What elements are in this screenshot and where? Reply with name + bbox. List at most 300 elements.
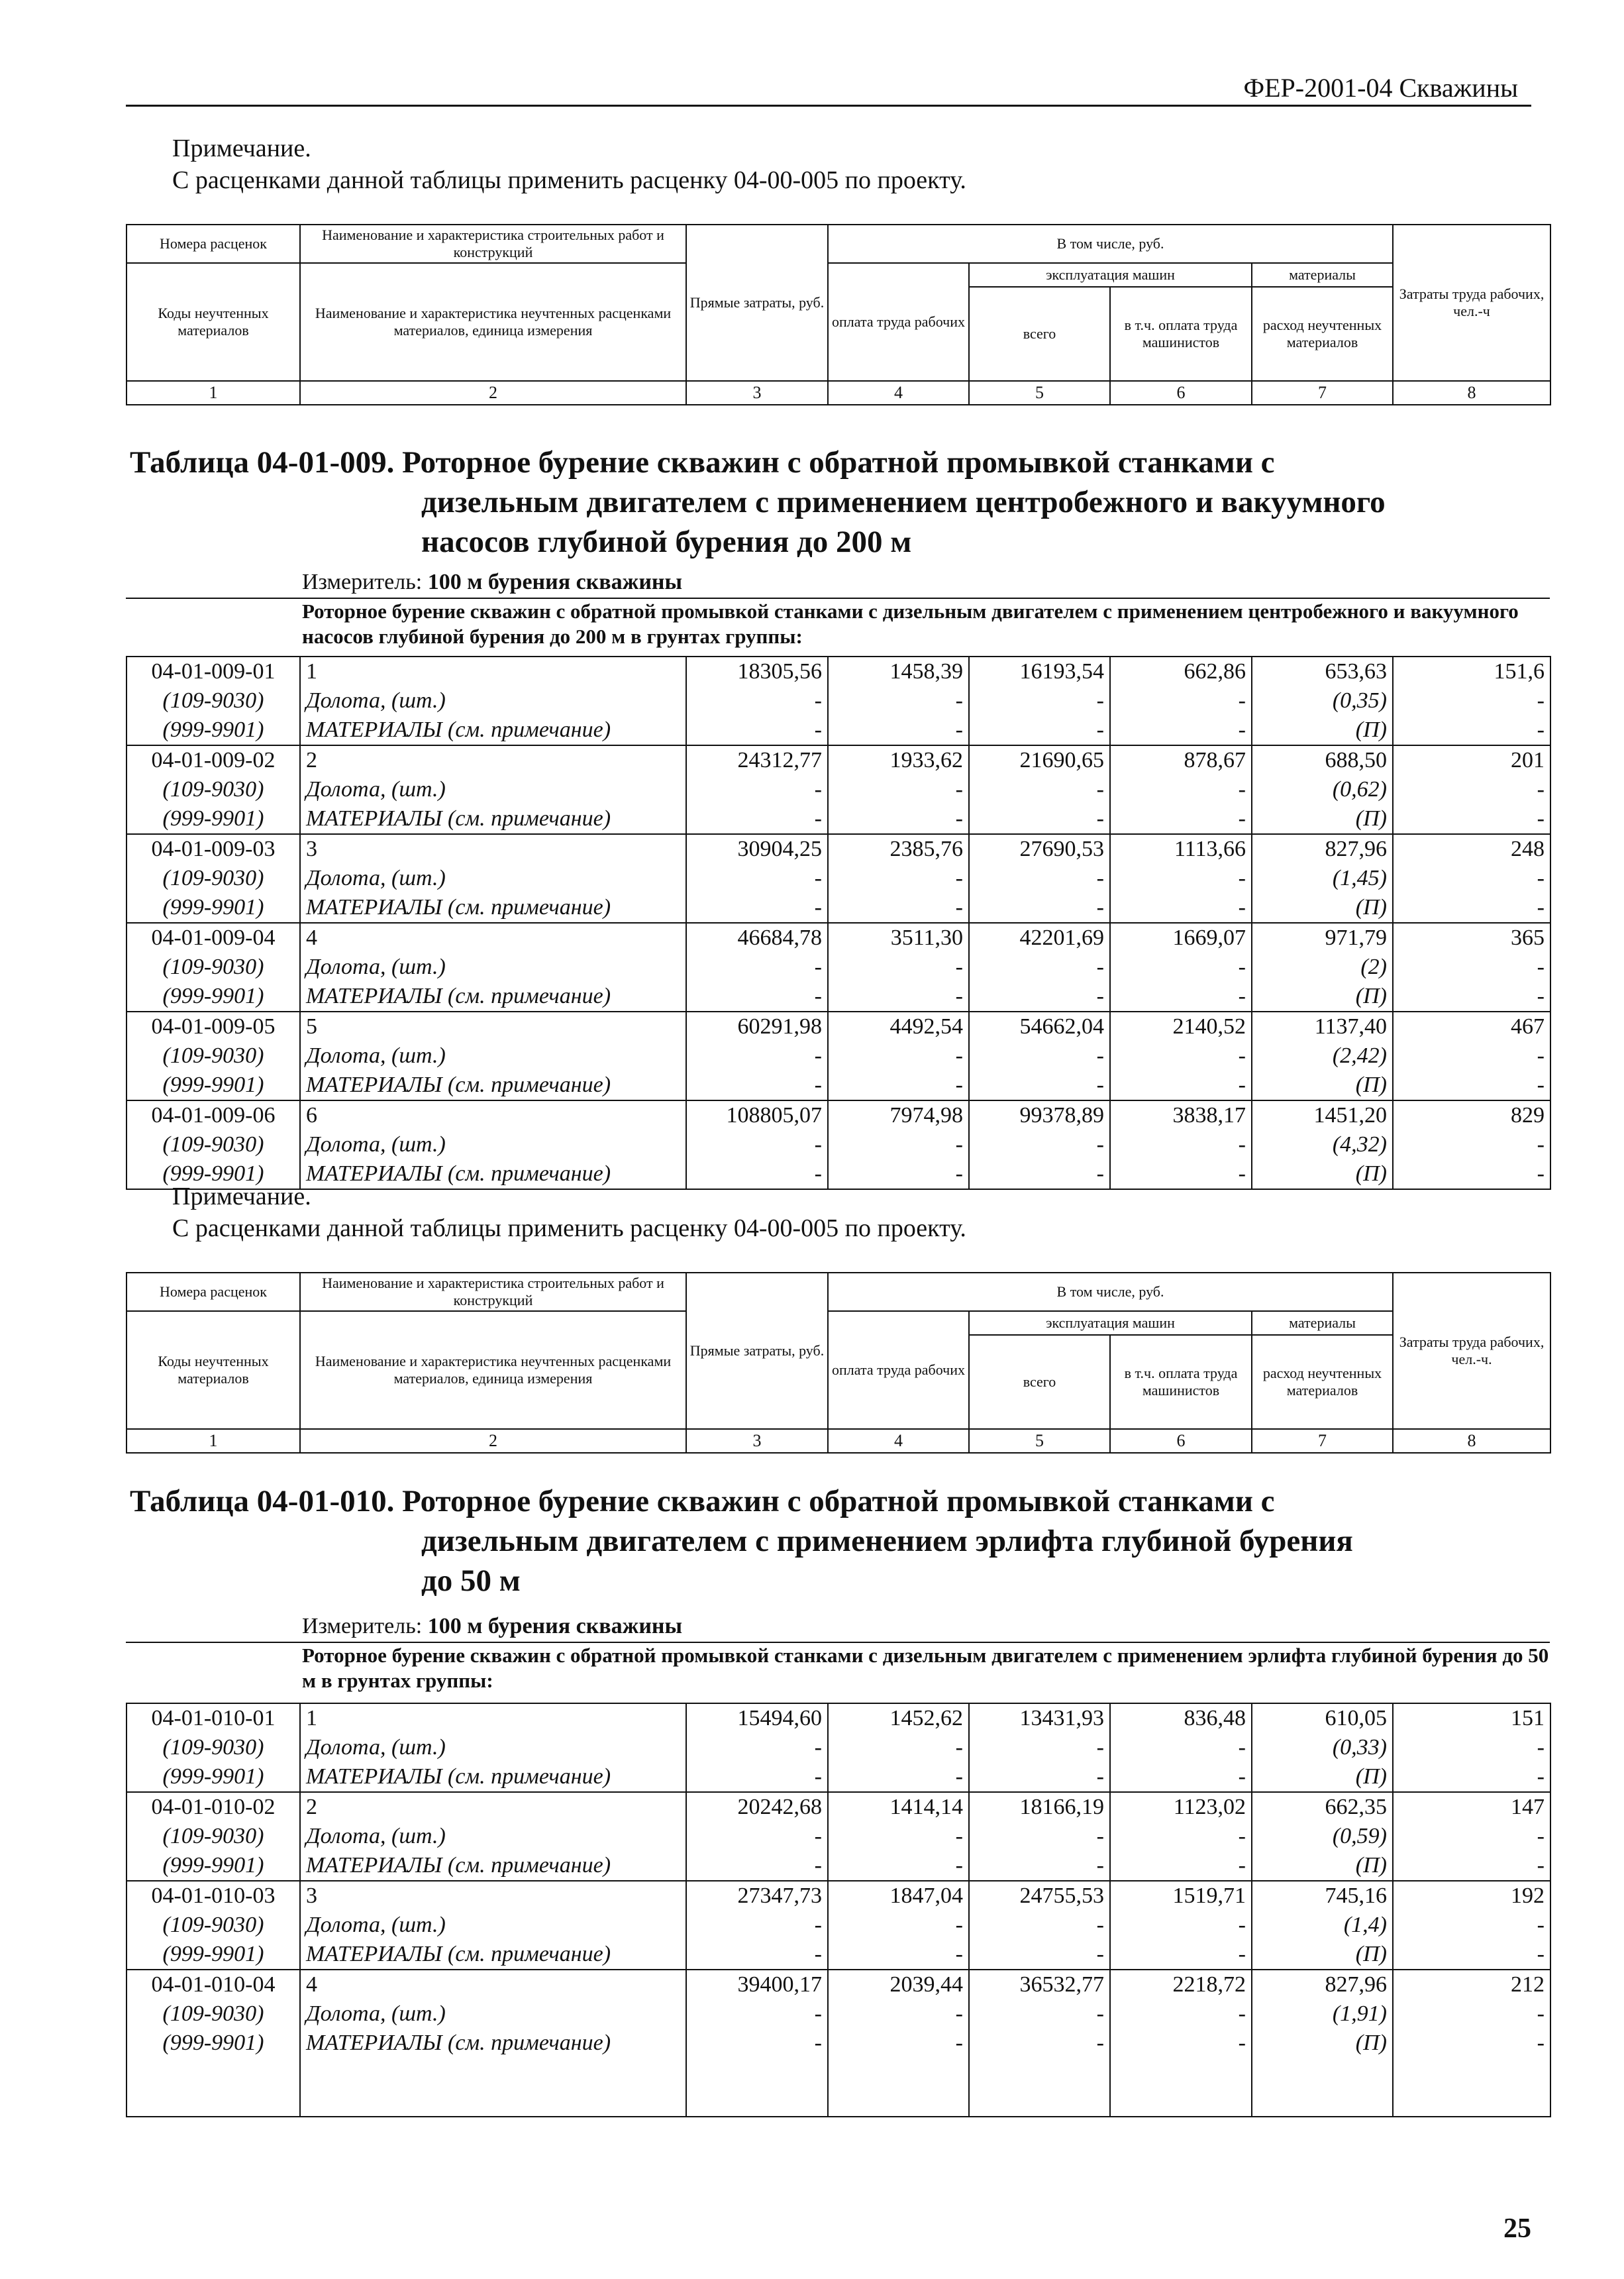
- header-rate-numbers: Номера расценок: [127, 225, 300, 263]
- dash-cell: -: [686, 1851, 828, 1881]
- dash-cell: -: [969, 1822, 1110, 1851]
- dash-cell: -: [686, 1762, 828, 1792]
- table-title-line: насосов глубиной бурения до 200 м: [421, 525, 912, 559]
- material-qty: (2): [1252, 953, 1393, 982]
- dash-cell: -: [1110, 804, 1252, 834]
- header-codes: Коды неучтенных материалов: [127, 263, 300, 381]
- material-name: Долота, (шт.): [300, 953, 686, 982]
- dash-cell: -: [1110, 2029, 1252, 2058]
- material-code: (999-9901): [127, 1159, 300, 1189]
- dash-cell: -: [686, 1940, 828, 1970]
- column-header-table-2: [126, 1272, 1551, 1454]
- dash-cell: -: [969, 893, 1110, 923]
- dash-cell: -: [1110, 1940, 1252, 1970]
- machinists-wages: 1519,71: [1110, 1881, 1252, 1911]
- dash-cell: -: [828, 1041, 969, 1071]
- work-name: 4: [300, 923, 686, 953]
- direct-costs: 60291,98: [686, 1012, 828, 1041]
- material-qty: (П): [1252, 1159, 1393, 1189]
- dash-cell: -: [969, 716, 1110, 745]
- wages: 1458,39: [828, 657, 969, 686]
- dash-cell: -: [969, 1041, 1110, 1071]
- col-index: 7: [1252, 381, 1393, 405]
- subtitle-text: Роторное бурение скважин с обратной промывкой станками с дизельным двигателем с применением центробежного и вакуумного насосов глубиной бурения до 200 м в грунтах группы:: [302, 600, 1519, 648]
- header-direct-costs: Прямые затраты, руб.: [686, 225, 828, 381]
- dash-cell: -: [969, 1851, 1110, 1881]
- col-index: 3: [686, 1429, 828, 1453]
- material-name: МАТЕРИАЛЫ (см. примечание): [300, 1762, 686, 1792]
- table-title-1: [130, 443, 1547, 562]
- dash-cell: -: [1110, 1130, 1252, 1159]
- dash-cell: -: [1393, 982, 1550, 1012]
- blank-cell: [828, 2058, 969, 2087]
- dash-cell: -: [686, 864, 828, 893]
- header-consumption: расход неучтенных материалов: [1252, 287, 1393, 381]
- table-title-line: дизельным двигателем с применением эрлифта глубиной бурения: [421, 1524, 1353, 1558]
- material-code: (999-9901): [127, 716, 300, 745]
- dash-cell: -: [1393, 1041, 1550, 1071]
- table-row: [127, 1940, 1550, 1970]
- material-qty: (1,91): [1252, 1999, 1393, 2029]
- work-name: 2: [300, 745, 686, 775]
- dash-cell: -: [1393, 1130, 1550, 1159]
- direct-costs: 15494,60: [686, 1703, 828, 1733]
- labor-costs: 151,6: [1393, 657, 1550, 686]
- dash-cell: -: [1393, 1159, 1550, 1189]
- meter-1: [302, 570, 682, 595]
- labor-costs: 147: [1393, 1792, 1550, 1822]
- direct-costs: 24312,77: [686, 745, 828, 775]
- table-row: [127, 1041, 1550, 1071]
- blank-cell: [1393, 2058, 1550, 2087]
- labor-costs: 151: [1393, 1703, 1550, 1733]
- col-index: 4: [828, 1429, 969, 1453]
- material-code: (109-9030): [127, 1733, 300, 1762]
- table-row: [127, 1911, 1550, 1940]
- material-qty: (2,42): [1252, 1041, 1393, 1071]
- dash-cell: -: [1110, 1999, 1252, 2029]
- dash-cell: -: [1393, 1999, 1550, 2029]
- machines-total: 24755,53: [969, 1881, 1110, 1911]
- dash-cell: -: [828, 893, 969, 923]
- rate-code: 04-01-009-06: [127, 1100, 300, 1130]
- header-name-char: Наименование и характеристика строительных работ и конструкций: [300, 1273, 686, 1311]
- machines-total: 13431,93: [969, 1703, 1110, 1733]
- material-name: МАТЕРИАЛЫ (см. примечание): [300, 1940, 686, 1970]
- header-index-row: [127, 1429, 1550, 1453]
- wages: 2039,44: [828, 1970, 969, 1999]
- materials: 827,96: [1252, 834, 1393, 864]
- dash-cell: -: [686, 1159, 828, 1189]
- dash-cell: -: [969, 804, 1110, 834]
- material-qty: (4,32): [1252, 1130, 1393, 1159]
- dash-cell: -: [828, 1911, 969, 1940]
- labor-costs: 248: [1393, 834, 1550, 864]
- dash-cell: -: [828, 1940, 969, 1970]
- meter-label: Измеритель:: [302, 570, 423, 594]
- material-qty: (0,35): [1252, 686, 1393, 716]
- work-name: 1: [300, 657, 686, 686]
- col-index: 2: [300, 1429, 686, 1453]
- material-code: (999-9901): [127, 1071, 300, 1100]
- table-row: [127, 1703, 1550, 1733]
- dash-cell: -: [969, 686, 1110, 716]
- dash-cell: -: [1393, 1911, 1550, 1940]
- table-subtitle-2: [126, 1642, 1550, 1693]
- material-code: (109-9030): [127, 864, 300, 893]
- machines-total: 16193,54: [969, 657, 1110, 686]
- col-index: 8: [1393, 381, 1550, 405]
- dash-cell: -: [828, 804, 969, 834]
- table-row: [127, 1071, 1550, 1100]
- header-machines: эксплуатация машин: [969, 263, 1252, 287]
- dash-cell: -: [1393, 1733, 1550, 1762]
- header-codes: Коды неучтенных материалов: [127, 1311, 300, 1429]
- header-index-row: [127, 381, 1550, 405]
- direct-costs: 20242,68: [686, 1792, 828, 1822]
- dash-cell: -: [1110, 716, 1252, 745]
- note-title: Примечание.: [172, 1183, 311, 1210]
- dash-cell: -: [1110, 982, 1252, 1012]
- machines-total: 42201,69: [969, 923, 1110, 953]
- col-index: 3: [686, 381, 828, 405]
- material-name: Долота, (шт.): [300, 775, 686, 804]
- labor-costs: 467: [1393, 1012, 1550, 1041]
- material-name: Долота, (шт.): [300, 686, 686, 716]
- dash-cell: -: [686, 893, 828, 923]
- material-name: Долота, (шт.): [300, 1911, 686, 1940]
- meter-2: [302, 1614, 682, 1639]
- subtitle-text: Роторное бурение скважин с обратной промывкой станками с дизельным двигателем с применением эрлифта глубиной бурения до 50 м в грунтах группы:: [302, 1644, 1549, 1692]
- dash-cell: -: [1110, 1159, 1252, 1189]
- material-qty: (0,59): [1252, 1822, 1393, 1851]
- dash-cell: -: [1110, 686, 1252, 716]
- note-title: Примечание.: [172, 134, 311, 162]
- materials: 1137,40: [1252, 1012, 1393, 1041]
- dash-cell: -: [1110, 1071, 1252, 1100]
- table-row: [127, 1851, 1550, 1881]
- table-title-2: [130, 1481, 1547, 1601]
- rate-code: 04-01-009-02: [127, 745, 300, 775]
- col-index: 1: [127, 1429, 300, 1453]
- header-machines: эксплуатация машин: [969, 1311, 1252, 1335]
- table-row: [127, 745, 1550, 775]
- table-row: [127, 686, 1550, 716]
- material-name: МАТЕРИАЛЫ (см. примечание): [300, 716, 686, 745]
- rate-code: 04-01-009-05: [127, 1012, 300, 1041]
- material-code: (999-9901): [127, 1851, 300, 1881]
- dash-cell: -: [686, 2029, 828, 2058]
- dash-cell: -: [828, 1822, 969, 1851]
- dash-cell: -: [828, 1159, 969, 1189]
- table-row: [127, 893, 1550, 923]
- material-code: (109-9030): [127, 1822, 300, 1851]
- table-row: [127, 1733, 1550, 1762]
- material-qty: (П): [1252, 982, 1393, 1012]
- dash-cell: -: [686, 716, 828, 745]
- dash-cell: -: [1393, 775, 1550, 804]
- header-incl-machinists: в т.ч. оплата труда машинистов: [1110, 287, 1252, 381]
- material-code: (109-9030): [127, 953, 300, 982]
- material-qty: (0,62): [1252, 775, 1393, 804]
- direct-costs: 39400,17: [686, 1970, 828, 1999]
- materials: 1451,20: [1252, 1100, 1393, 1130]
- wages: 1414,14: [828, 1792, 969, 1822]
- dash-cell: -: [828, 982, 969, 1012]
- material-code: (999-9901): [127, 1940, 300, 1970]
- table-title-line: до 50 м: [421, 1564, 521, 1598]
- dash-cell: -: [828, 953, 969, 982]
- dash-cell: -: [969, 1130, 1110, 1159]
- table-row: [127, 923, 1550, 953]
- dash-cell: -: [686, 1822, 828, 1851]
- table-row: [127, 804, 1550, 834]
- machinists-wages: 1113,66: [1110, 834, 1252, 864]
- material-qty: (П): [1252, 1851, 1393, 1881]
- dash-cell: -: [828, 1851, 969, 1881]
- dash-cell: -: [1393, 1940, 1550, 1970]
- blank-cell: [127, 2058, 300, 2087]
- dash-cell: -: [1110, 1733, 1252, 1762]
- table-row: [127, 657, 1550, 686]
- table-row: [127, 1100, 1550, 1130]
- machinists-wages: 1669,07: [1110, 923, 1252, 953]
- dash-cell: -: [1393, 1071, 1550, 1100]
- direct-costs: 108805,07: [686, 1100, 828, 1130]
- dash-cell: -: [969, 1999, 1110, 2029]
- material-name: Долота, (шт.): [300, 1733, 686, 1762]
- dash-cell: -: [969, 982, 1110, 1012]
- dash-cell: -: [686, 982, 828, 1012]
- table-row: [127, 1822, 1550, 1851]
- dash-cell: -: [969, 2029, 1110, 2058]
- dash-cell: -: [1110, 864, 1252, 893]
- col-index: 2: [300, 381, 686, 405]
- material-name: МАТЕРИАЛЫ (см. примечание): [300, 1851, 686, 1881]
- note-text: С расценками данной таблицы применить расценку 04-00-005 по проекту.: [172, 166, 966, 194]
- wages: 7974,98: [828, 1100, 969, 1130]
- direct-costs: 30904,25: [686, 834, 828, 864]
- machines-total: 27690,53: [969, 834, 1110, 864]
- table-row: [127, 864, 1550, 893]
- work-name: 4: [300, 1970, 686, 1999]
- header-total: всего: [969, 287, 1110, 381]
- wages: 2385,76: [828, 834, 969, 864]
- col-index: 6: [1110, 381, 1252, 405]
- table-row: [127, 716, 1550, 745]
- dash-cell: -: [1393, 864, 1550, 893]
- dash-cell: -: [1110, 1851, 1252, 1881]
- dash-cell: -: [1393, 2029, 1550, 2058]
- dash-cell: -: [969, 1911, 1110, 1940]
- dash-cell: -: [828, 1071, 969, 1100]
- material-qty: (0,33): [1252, 1733, 1393, 1762]
- material-code: (109-9030): [127, 1911, 300, 1940]
- header-direct-costs: Прямые затраты, руб.: [686, 1273, 828, 1429]
- work-name: 6: [300, 1100, 686, 1130]
- dash-cell: -: [686, 1999, 828, 2029]
- material-name: Долота, (шт.): [300, 864, 686, 893]
- rate-code: 04-01-010-04: [127, 1970, 300, 1999]
- material-qty: (П): [1252, 804, 1393, 834]
- dash-cell: -: [686, 1071, 828, 1100]
- dash-cell: -: [686, 804, 828, 834]
- header-labor: Затраты труда рабочих, чел.-ч: [1393, 225, 1550, 381]
- header-materials: материалы: [1252, 263, 1393, 287]
- machines-total: 21690,65: [969, 745, 1110, 775]
- direct-costs: 27347,73: [686, 1881, 828, 1911]
- dash-cell: -: [1393, 1762, 1550, 1792]
- header-labor: Затраты труда рабочих, чел.-ч.: [1393, 1273, 1550, 1429]
- table-subtitle-1: [126, 598, 1550, 649]
- material-name: МАТЕРИАЛЫ (см. примечание): [300, 2029, 686, 2058]
- work-name: 3: [300, 1881, 686, 1911]
- direct-costs: 18305,56: [686, 657, 828, 686]
- materials: 971,79: [1252, 923, 1393, 953]
- material-code: (999-9901): [127, 2029, 300, 2058]
- note-2: [172, 1181, 966, 1244]
- dash-cell: -: [828, 2029, 969, 2058]
- machinists-wages: 3838,17: [1110, 1100, 1252, 1130]
- col-index: 5: [969, 381, 1110, 405]
- dash-cell: -: [969, 953, 1110, 982]
- dash-cell: -: [1110, 1041, 1252, 1071]
- header-total: всего: [969, 1335, 1110, 1429]
- table-title-line: дизельным двигателем с применением центробежного и вакуумного: [421, 485, 1386, 519]
- dash-cell: -: [1393, 716, 1550, 745]
- material-code: (109-9030): [127, 686, 300, 716]
- work-name: 2: [300, 1792, 686, 1822]
- data-table-2: [126, 1703, 1551, 2117]
- dash-cell: -: [686, 953, 828, 982]
- material-qty: (П): [1252, 1940, 1393, 1970]
- materials: 688,50: [1252, 745, 1393, 775]
- material-qty: (П): [1252, 716, 1393, 745]
- rate-code: 04-01-009-03: [127, 834, 300, 864]
- material-name: Долота, (шт.): [300, 1822, 686, 1851]
- table-row: [127, 834, 1550, 864]
- dash-cell: -: [828, 864, 969, 893]
- table-title-line: Таблица 04-01-010. Роторное бурение скважин с обратной промывкой станками с: [130, 1484, 1275, 1518]
- work-name: 1: [300, 1703, 686, 1733]
- col-index: 6: [1110, 1429, 1252, 1453]
- blank-cell: [1252, 2058, 1393, 2087]
- meter-value: 100 м бурения скважины: [427, 570, 683, 594]
- material-qty: (1,45): [1252, 864, 1393, 893]
- blank-cell: [1110, 2058, 1252, 2087]
- material-name: МАТЕРИАЛЫ (см. примечание): [300, 893, 686, 923]
- table-title-line: Таблица 04-01-009. Роторное бурение скважин с обратной промывкой станками с: [130, 445, 1275, 480]
- col-index: 1: [127, 381, 300, 405]
- table-row: [127, 1762, 1550, 1792]
- dash-cell: -: [969, 1940, 1110, 1970]
- dash-cell: -: [1393, 953, 1550, 982]
- wages: 4492,54: [828, 1012, 969, 1041]
- dash-cell: -: [686, 1733, 828, 1762]
- wages: 1933,62: [828, 745, 969, 775]
- machinists-wages: 878,67: [1110, 745, 1252, 775]
- material-name: МАТЕРИАЛЫ (см. примечание): [300, 1159, 686, 1189]
- column-header-table-1: [126, 224, 1551, 405]
- material-code: (109-9030): [127, 1999, 300, 2029]
- machines-total: 36532,77: [969, 1970, 1110, 1999]
- blank-cell: [127, 2087, 300, 2117]
- table-row-blank: [127, 2087, 1550, 2117]
- blank-cell: [300, 2058, 686, 2087]
- labor-costs: 192: [1393, 1881, 1550, 1911]
- machinists-wages: 1123,02: [1110, 1792, 1252, 1822]
- dash-cell: -: [969, 1733, 1110, 1762]
- dash-cell: -: [1110, 1822, 1252, 1851]
- header-incl: В том числе, руб.: [828, 1273, 1393, 1311]
- header-materials: материалы: [1252, 1311, 1393, 1335]
- note-text: С расценками данной таблицы применить расценку 04-00-005 по проекту.: [172, 1214, 966, 1242]
- material-code: (999-9901): [127, 893, 300, 923]
- material-name: МАТЕРИАЛЫ (см. примечание): [300, 982, 686, 1012]
- material-name: Долота, (шт.): [300, 1130, 686, 1159]
- document-code: ФЕР-2001-04 Скважины: [1243, 73, 1518, 103]
- rate-code: 04-01-010-03: [127, 1881, 300, 1911]
- dash-cell: -: [686, 1130, 828, 1159]
- header-consumption: расход неучтенных материалов: [1252, 1335, 1393, 1429]
- materials: 653,63: [1252, 657, 1393, 686]
- blank-cell: [1110, 2087, 1252, 2117]
- material-code: (999-9901): [127, 804, 300, 834]
- dash-cell: -: [1110, 953, 1252, 982]
- table-row: [127, 2029, 1550, 2058]
- material-code: (999-9901): [127, 982, 300, 1012]
- material-qty: (П): [1252, 1762, 1393, 1792]
- direct-costs: 46684,78: [686, 923, 828, 953]
- dash-cell: -: [686, 1041, 828, 1071]
- dash-cell: -: [828, 1762, 969, 1792]
- dash-cell: -: [969, 775, 1110, 804]
- wages: 3511,30: [828, 923, 969, 953]
- blank-cell: [828, 2087, 969, 2117]
- material-qty: (П): [1252, 2029, 1393, 2058]
- dash-cell: -: [1110, 1911, 1252, 1940]
- table-row: [127, 1792, 1550, 1822]
- work-name: 5: [300, 1012, 686, 1041]
- materials: 662,35: [1252, 1792, 1393, 1822]
- labor-costs: 829: [1393, 1100, 1550, 1130]
- dash-cell: -: [969, 864, 1110, 893]
- labor-costs: 365: [1393, 923, 1550, 953]
- blank-cell: [1393, 2087, 1550, 2117]
- dash-cell: -: [969, 1762, 1110, 1792]
- dash-cell: -: [1110, 775, 1252, 804]
- blank-cell: [1252, 2087, 1393, 2117]
- rate-code: 04-01-010-02: [127, 1792, 300, 1822]
- material-qty: (П): [1252, 1071, 1393, 1100]
- dash-cell: -: [686, 1911, 828, 1940]
- table-row: [127, 775, 1550, 804]
- materials: 827,96: [1252, 1970, 1393, 1999]
- table-row: [127, 1012, 1550, 1041]
- dash-cell: -: [1110, 893, 1252, 923]
- machinists-wages: 662,86: [1110, 657, 1252, 686]
- dash-cell: -: [1393, 1822, 1550, 1851]
- header-wages: оплата труда рабочих: [828, 263, 969, 381]
- blank-cell: [686, 2087, 828, 2117]
- dash-cell: -: [828, 716, 969, 745]
- material-code: (109-9030): [127, 1041, 300, 1071]
- work-name: 3: [300, 834, 686, 864]
- col-index: 5: [969, 1429, 1110, 1453]
- meter-label: Измеритель:: [302, 1614, 423, 1638]
- wages: 1452,62: [828, 1703, 969, 1733]
- rate-code: 04-01-009-01: [127, 657, 300, 686]
